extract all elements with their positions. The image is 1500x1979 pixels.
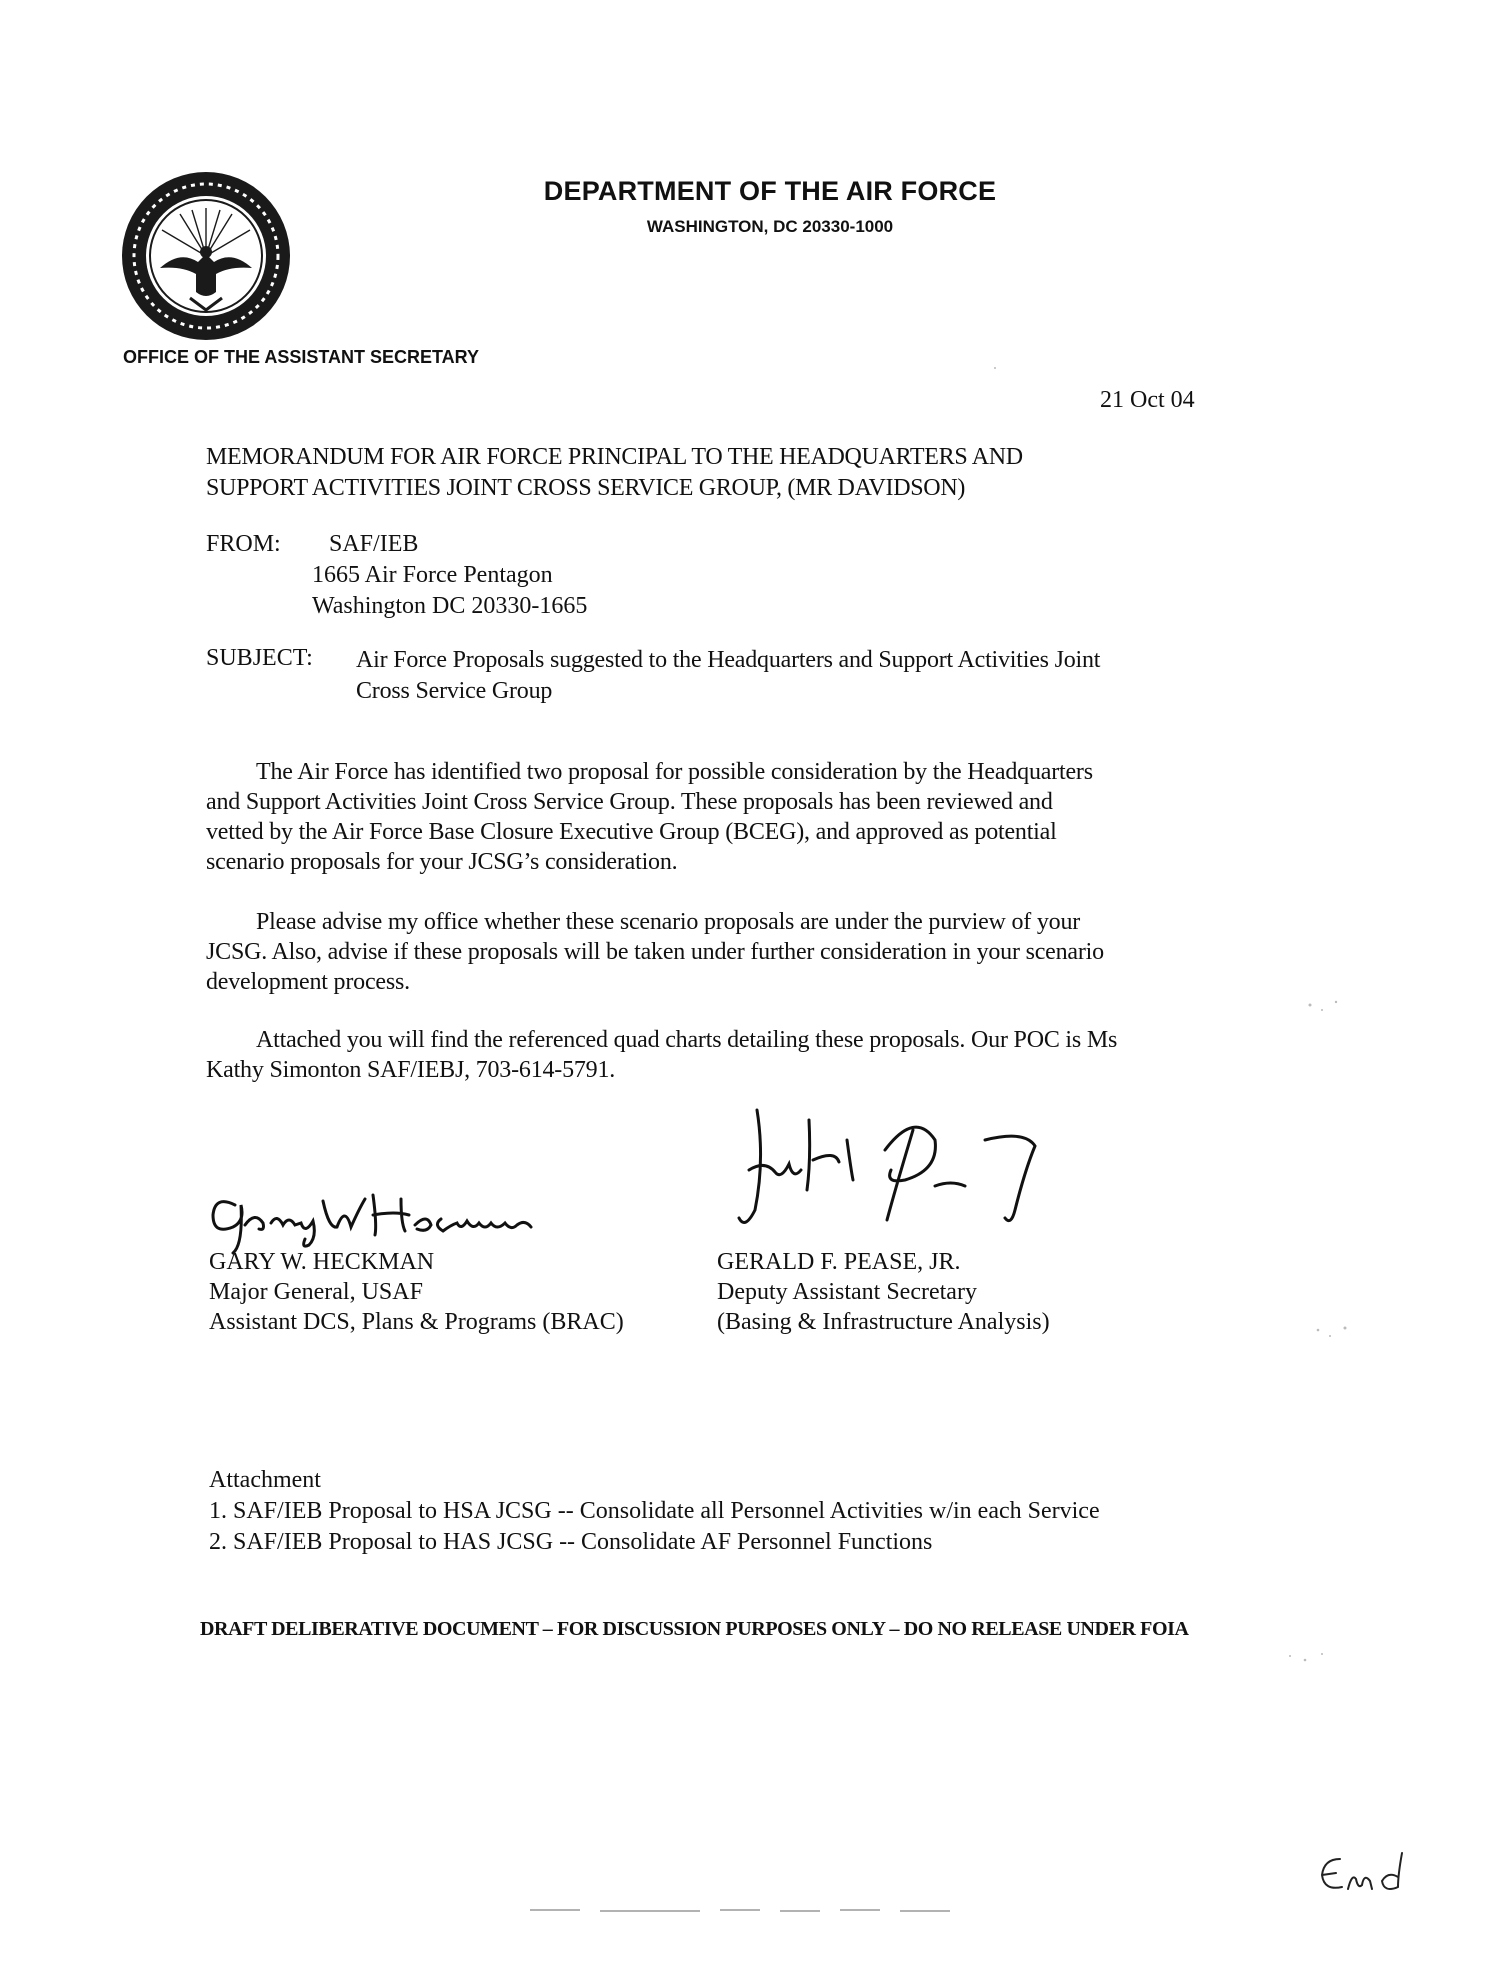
paragraph-line: Attached you will find the referenced quad charts detailing these proposals. Our POC is Ms [256,1027,1118,1053]
paragraph-line: Kathy Simonton SAF/IEBJ, 703-614-5791. [206,1057,616,1083]
department-location: WASHINGTON, DC 20330-1000 [646,217,894,236]
attachment-item: 2. SAF/IEB Proposal to HAS JCSG -- Consolidate AF Personnel Functions [209,1529,933,1555]
signer-title: (Basing & Infrastructure Analysis) [717,1309,1050,1335]
memo-for-line: MEMORANDUM FOR AIR FORCE PRINCIPAL TO THE HEADQUARTERS AND [206,444,1023,470]
signer-rank: Deputy Assistant Secretary [717,1279,977,1305]
signer-title: Assistant DCS, Plans & Programs (BRAC) [209,1309,624,1335]
subject-line: Air Force Proposals suggested to the Headquarters and Support Activities Joint [356,647,1101,673]
subject-label: SUBJECT: [206,645,313,671]
signer-name: GARY W. HECKMAN [209,1249,435,1275]
from-office: SAF/IEB [329,531,419,557]
paragraph-line: JCSG. Also, advise if these proposals will be taken under further consideration in your scenario [206,939,1104,965]
paragraph-line: scenario proposals for your JCSG’s consideration. [206,849,678,875]
memo-date: 21 Oct 04 [1100,387,1195,413]
memo-for-line: SUPPORT ACTIVITIES JOINT CROSS SERVICE GROUP, (MR DAVIDSON) [206,475,966,501]
from-label: FROM: [206,531,281,557]
from-address: 1665 Air Force Pentagon [312,562,553,588]
signer-rank: Major General, USAF [209,1279,423,1305]
attachment-item: 1. SAF/IEB Proposal to HSA JCSG -- Consolidate all Personnel Activities w/in each Service [209,1498,1100,1524]
subject-line: Cross Service Group [356,678,553,704]
attachment-heading: Attachment [209,1467,321,1493]
paragraph-line: development process. [206,969,410,995]
paragraph-line: Please advise my office whether these scenario proposals are under the purview of your [256,909,1081,935]
paragraph-line: vetted by the Air Force Base Closure Executive Group (BCEG), and approved as potential [206,819,1057,845]
draft-footer: DRAFT DELIBERATIVE DOCUMENT – FOR DISCUSSION PURPOSES ONLY – DO NO RELEASE UNDER FOIA [200,1618,1189,1640]
department-heading: DEPARTMENT OF THE AIR FORCE [543,176,997,206]
paragraph-line: The Air Force has identified two proposal for possible consideration by the Headquarters [256,759,1093,785]
office-name: OFFICE OF THE ASSISTANT SECRETARY [123,347,480,367]
from-city: Washington DC 20330-1665 [312,593,588,619]
paragraph-line: and Support Activities Joint Cross Service Group. These proposals has been reviewed and [206,789,1053,815]
signer-name: GERALD F. PEASE, JR. [717,1249,961,1275]
